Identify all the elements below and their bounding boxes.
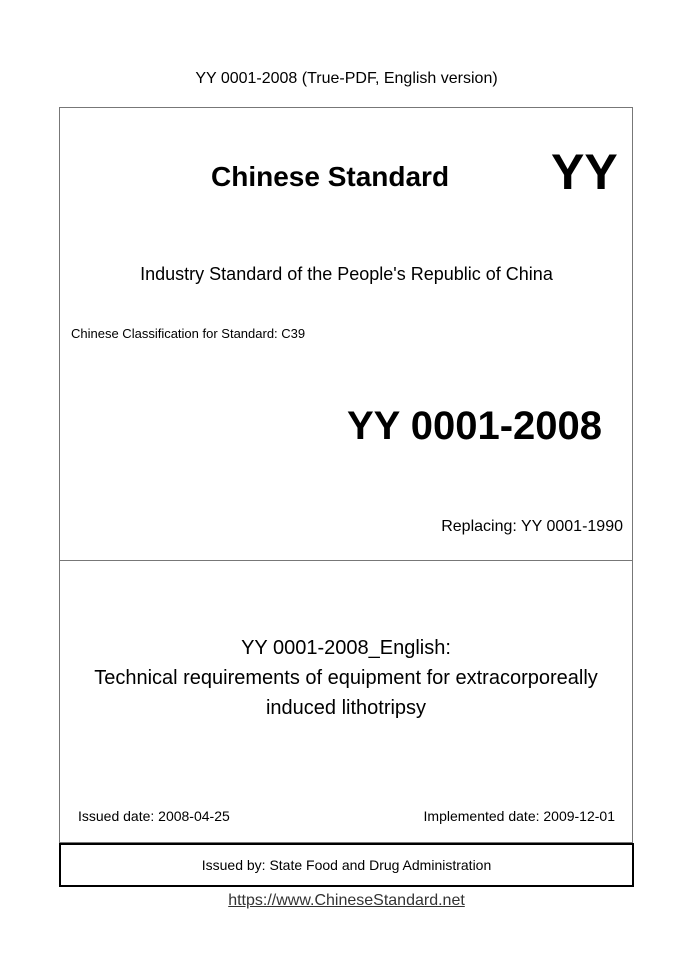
issued-date: Issued date: 2008-04-25	[78, 808, 230, 824]
standard-code-logo: YY	[551, 144, 618, 200]
document-title-line: YY 0001-2008_English:	[241, 637, 451, 659]
industry-line: Industry Standard of the People's Republic of China	[140, 264, 553, 284]
issued-by-box	[59, 843, 634, 887]
website-link[interactable]: https://www.ChineseStandard.net	[228, 892, 465, 909]
issued-by-text: Issued by: State Food and Drug Administration	[201, 857, 492, 873]
classification-text: Chinese Classification for Standard: C39	[71, 326, 306, 341]
standard-number: YY 0001-2008	[347, 404, 603, 448]
page-header: YY 0001-2008 (True-PDF, English version)	[195, 70, 498, 87]
document-title-line: Technical requirements of equipment for extracorporeally	[94, 667, 598, 689]
document-title-line: induced lithotripsy	[265, 697, 427, 719]
cover-title: Chinese Standard	[211, 161, 450, 192]
document-title	[59, 633, 633, 723]
replacing-text: Replacing: YY 0001-1990	[441, 518, 623, 535]
implemented-date: Implemented date: 2009-12-01	[423, 808, 615, 824]
